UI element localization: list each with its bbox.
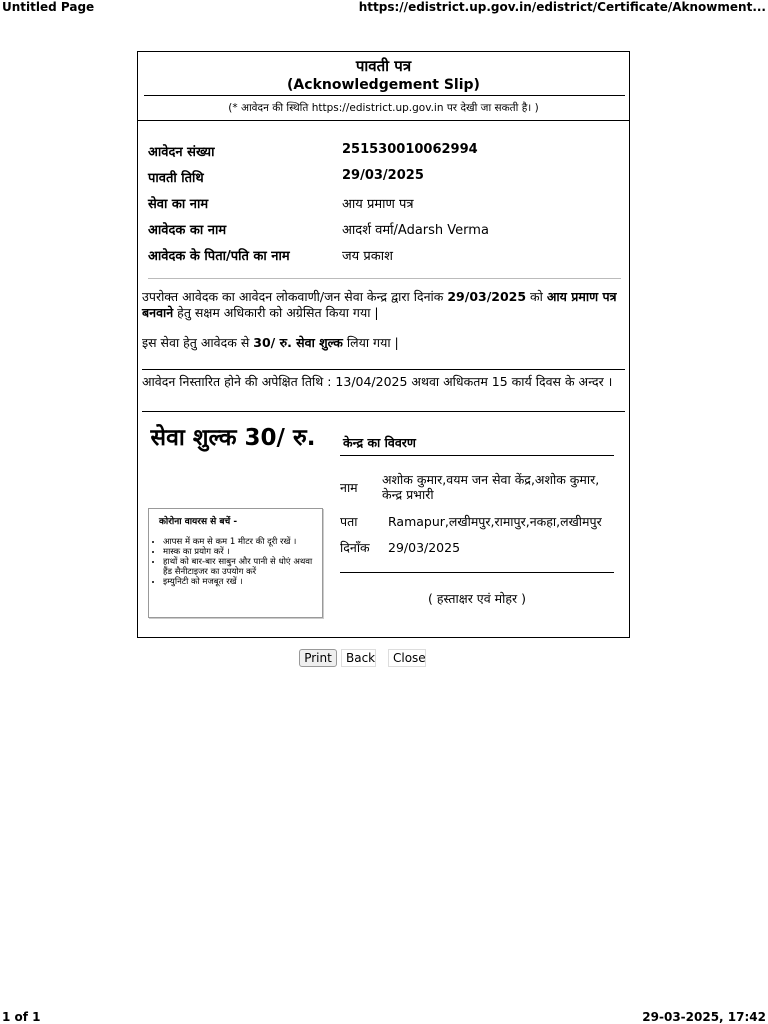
field-label: सेवा का नाम bbox=[148, 197, 209, 212]
expected-date-statement: आवेदन निस्तारित होने की अपेक्षित तिथि : 13/04/2025 अथवा अधिकतम 15 कार्य दिवस के अन्दर । bbox=[142, 374, 613, 389]
signature-line bbox=[340, 572, 614, 573]
field-label: आवेदक के पिता/पति का नाम bbox=[148, 249, 290, 264]
field-value: आय प्रमाण पत्र bbox=[342, 197, 414, 212]
field-label: आवेदन संख्या bbox=[148, 145, 215, 160]
corona-item: • हाथों को बार-बार साबुन और पानी से धोएं अथवा हैंड सैनीटाइजर का उपयोग करें bbox=[163, 557, 322, 577]
corona-item: • इम्युनिटी को मजबूत रखें । bbox=[163, 577, 322, 587]
fee-text: इस सेवा हेतु आवेदक से bbox=[142, 335, 254, 350]
centre-date-value: 29/03/2025 bbox=[388, 540, 461, 555]
header-divider bbox=[138, 120, 629, 121]
centre-address-value: Ramapur,लखीमपुर,रामापुर,नकहा,लखीमपुर bbox=[388, 514, 602, 529]
slip-title-block bbox=[138, 52, 629, 94]
back-button[interactable]: Back bbox=[341, 649, 376, 667]
title-hindi: पावती पत्र bbox=[355, 57, 412, 75]
forward-text-end: हेतु सक्षम अधिकारी को अग्रेसित किया गया | bbox=[173, 305, 379, 320]
status-note: (* आवेदन की स्थिति https://edistrict.up.gov.in पर देखी जा सकती है। ) bbox=[228, 102, 539, 114]
forward-service: आय प्रमाण पत्र बनवाने bbox=[142, 289, 617, 320]
signature-seal-label: ( हस्ताक्षर एवं मोहर ) bbox=[428, 591, 526, 606]
browser-url: https://edistrict.up.gov.in/edistrict/Certificate/Aknowment... bbox=[358, 0, 766, 14]
field-value: आदर्श वर्मा/Adarsh Verma bbox=[342, 223, 489, 238]
fee-amount: 30/ रु. सेवा शुल्क bbox=[253, 335, 343, 350]
centre-name-value: अशोक कुमार,वयम जन सेवा केंद्र,अशोक कुमार, केन्द्र प्रभारी bbox=[382, 472, 600, 502]
corona-list bbox=[149, 537, 322, 587]
field-value: जय प्रकाश bbox=[342, 249, 393, 264]
forward-statement bbox=[142, 289, 625, 321]
printed-timestamp: 29-03-2025, 17:42 bbox=[642, 1010, 766, 1024]
browser-page-title: Untitled Page bbox=[2, 0, 95, 14]
centre-name-label: नाम bbox=[340, 480, 358, 495]
centre-title-divider bbox=[340, 455, 614, 456]
print-button[interactable]: Print bbox=[299, 649, 337, 667]
acknowledgement-slip bbox=[137, 51, 630, 638]
forward-text-to: को bbox=[526, 289, 547, 304]
corona-advisory-box bbox=[148, 508, 323, 618]
fields-divider bbox=[148, 278, 621, 279]
corona-item: • मास्क का प्रयोग करें । bbox=[163, 547, 322, 557]
forward-date: 29/03/2025 bbox=[447, 289, 527, 304]
close-button[interactable]: Close bbox=[388, 649, 426, 667]
page-count: 1 of 1 bbox=[2, 1010, 41, 1024]
field-label: पावती तिथि bbox=[148, 171, 204, 186]
fee-text-end: लिया गया | bbox=[342, 335, 399, 350]
forward-text: उपरोक्त आवेदक का आवेदन लोकवाणी/जन सेवा केन्द्र द्वारा दिनांक bbox=[142, 289, 448, 304]
expected-divider bbox=[142, 411, 625, 412]
centre-date-label: दिनाँक bbox=[340, 540, 370, 555]
service-fee-banner: सेवा शुल्क 30/ रु. bbox=[150, 425, 316, 451]
field-label: आवेदक का नाम bbox=[148, 223, 227, 238]
centre-details-title: केन्द्र का विवरण bbox=[343, 435, 416, 450]
field-value: 29/03/2025 bbox=[342, 168, 424, 183]
corona-title: कोरोना वायरस से बचें - bbox=[159, 517, 238, 527]
fee-divider bbox=[142, 369, 625, 370]
field-value: 251530010062994 bbox=[342, 142, 478, 157]
fee-statement bbox=[142, 335, 625, 351]
corona-item: • आपस में कम से कम 1 मीटर की दूरी रखें । bbox=[163, 537, 322, 547]
title-english: (Acknowledgement Slip) bbox=[287, 77, 480, 93]
centre-address-label: पता bbox=[340, 514, 358, 529]
title-divider bbox=[144, 95, 625, 96]
